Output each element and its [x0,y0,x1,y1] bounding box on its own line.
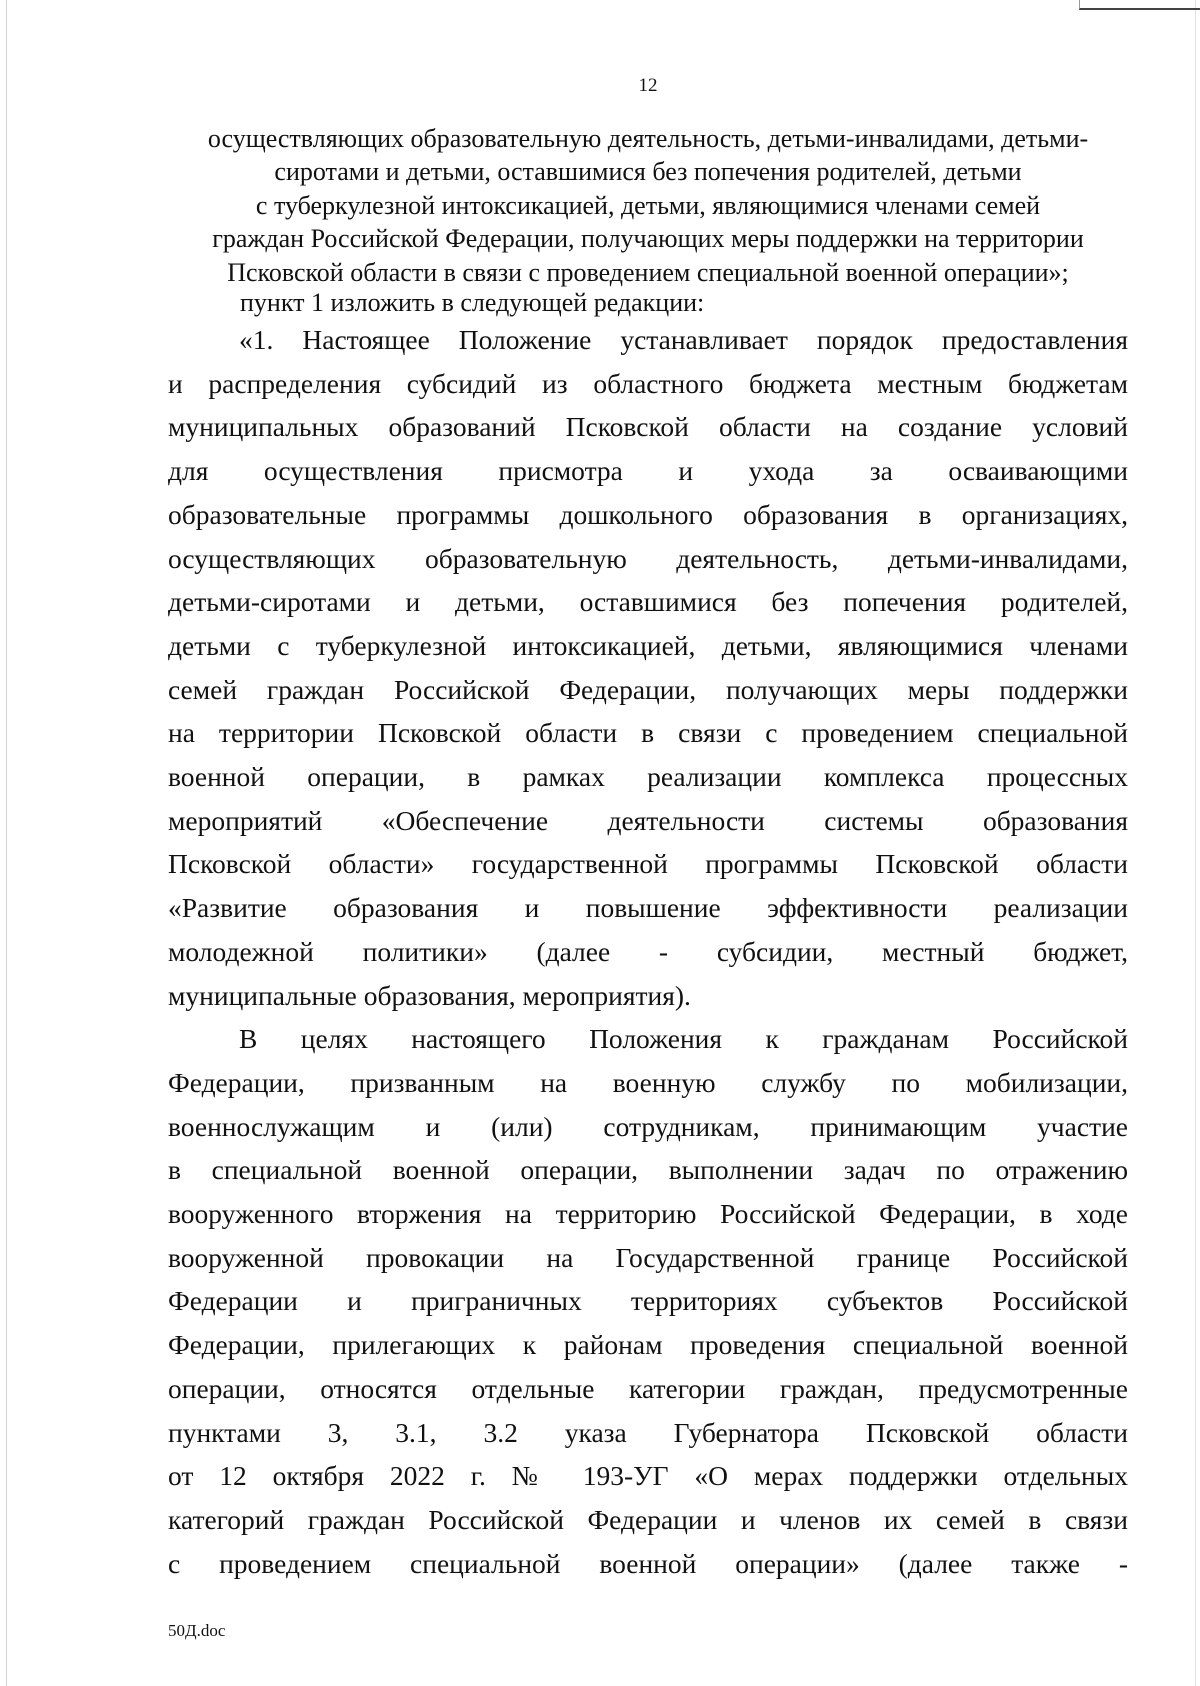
title-line: осуществляющих образовательную деятельность, детьми-инвалидами, детьми- [207,124,1089,153]
paragraph-1-line: семей граждан Российской Федерации, получающих меры поддержки [168,673,1128,705]
title-continuation [168,122,1128,289]
file-name-footer: 50Д.doc [168,1621,226,1640]
paragraph-2-line: военнослужащим и (или) сотрудникам, принимающим участие [168,1110,1128,1142]
scan-edge-left [6,0,7,1686]
paragraph-1-line: военной операции, в рамках реализации комплекса процессных [168,761,1128,793]
paragraph-1-line: детьми-сиротами и детьми, оставшимися без попечения родителей, [168,586,1128,618]
paragraph-1-line: и распределения субсидий из областного бюджета местным бюджетам [168,367,1128,399]
paragraph-1-line: «1. Настоящее Положение устанавливает порядок предоставления [239,324,1128,355]
title-line: с туберкулезной интоксикацией, детьми, являющимися членами семей [255,190,1041,220]
paragraph-1-line: образовательные программы дошкольного образования в организациях, [168,498,1128,530]
paragraph-2-line: пунктами 3, 3.1, 3.2 указа Губернатора Псковской области [168,1416,1128,1448]
paragraph-1-line: «Развитие образования и повышение эффективности реализации [168,892,1128,924]
paragraph-2-line: в специальной военной операции, выполнении задач по отражению [168,1154,1128,1186]
body-text [168,318,1128,1585]
paragraph-1-line: молодежной политики» (далее - субсидии, местный бюджет, [168,935,1128,967]
paragraph-2-line: вооруженного вторжения на территорию Российской Федерации, в ходе [168,1198,1128,1230]
paragraph-1-line: для осуществления присмотра и ухода за осваивающими [168,455,1128,487]
paragraph-1-line: мероприятий «Обеспечение деятельности системы образования [168,804,1128,836]
amendment-intro: пункт 1 изложить в следующей редакции: [240,288,705,317]
title-line: граждан Российской Федерации, получающих меры поддержки на территории [212,224,1084,254]
scan-corner-mark [1079,0,1200,10]
paragraph-1-line: на территории Псковской области в связи с проведением специальной [168,717,1128,749]
paragraph-2-line: Федерации и приграничных территориях субъектов Российской [168,1285,1128,1317]
paragraph-2-line: Федерации, призванным на военную службу по мобилизации, [168,1066,1128,1098]
paragraph-1-line: осуществляющих образовательную деятельность, детьми-инвалидами, [168,542,1128,574]
page-number: 12 [638,75,658,96]
paragraph-2-line: с проведением специальной военной операции» (далее также - [168,1547,1128,1579]
paragraph-2-line: вооруженной провокации на Государственной границе Российской [168,1241,1128,1273]
paragraph-1-line: детьми с туберкулезной интоксикацией, детьми, являющимися членами [168,629,1128,661]
paragraph-1-line: муниципальных образований Псковской области на создание условий [168,411,1128,443]
title-line: Псковской области в связи с проведением специальной военной операции»; [227,257,1069,287]
paragraph-1-line: Псковской области» государственной программы Псковской области [168,848,1128,880]
paragraph-2-line: В целях настоящего Положения к гражданам Российской [239,1023,1128,1055]
title-line: сиротами и детьми, оставшимися без попечения родителей, детьми [274,157,1022,187]
paragraph-2-line: операции, относятся отдельные категории граждан, предусмотренные [168,1372,1128,1404]
paragraph-2-line: Федерации, прилегающих к районам проведения специальной военной [168,1329,1128,1361]
paragraph-2-line: категорий граждан Российской Федерации и членов их семей в связи [168,1503,1128,1535]
paragraph-1-line: муниципальные образования, мероприятия). [168,979,691,1011]
scan-edge-right [1195,0,1196,1686]
paragraph-2-line: от 12 октября 2022 г. № 193-УГ «О мерах поддержки отдельных [168,1460,1128,1492]
